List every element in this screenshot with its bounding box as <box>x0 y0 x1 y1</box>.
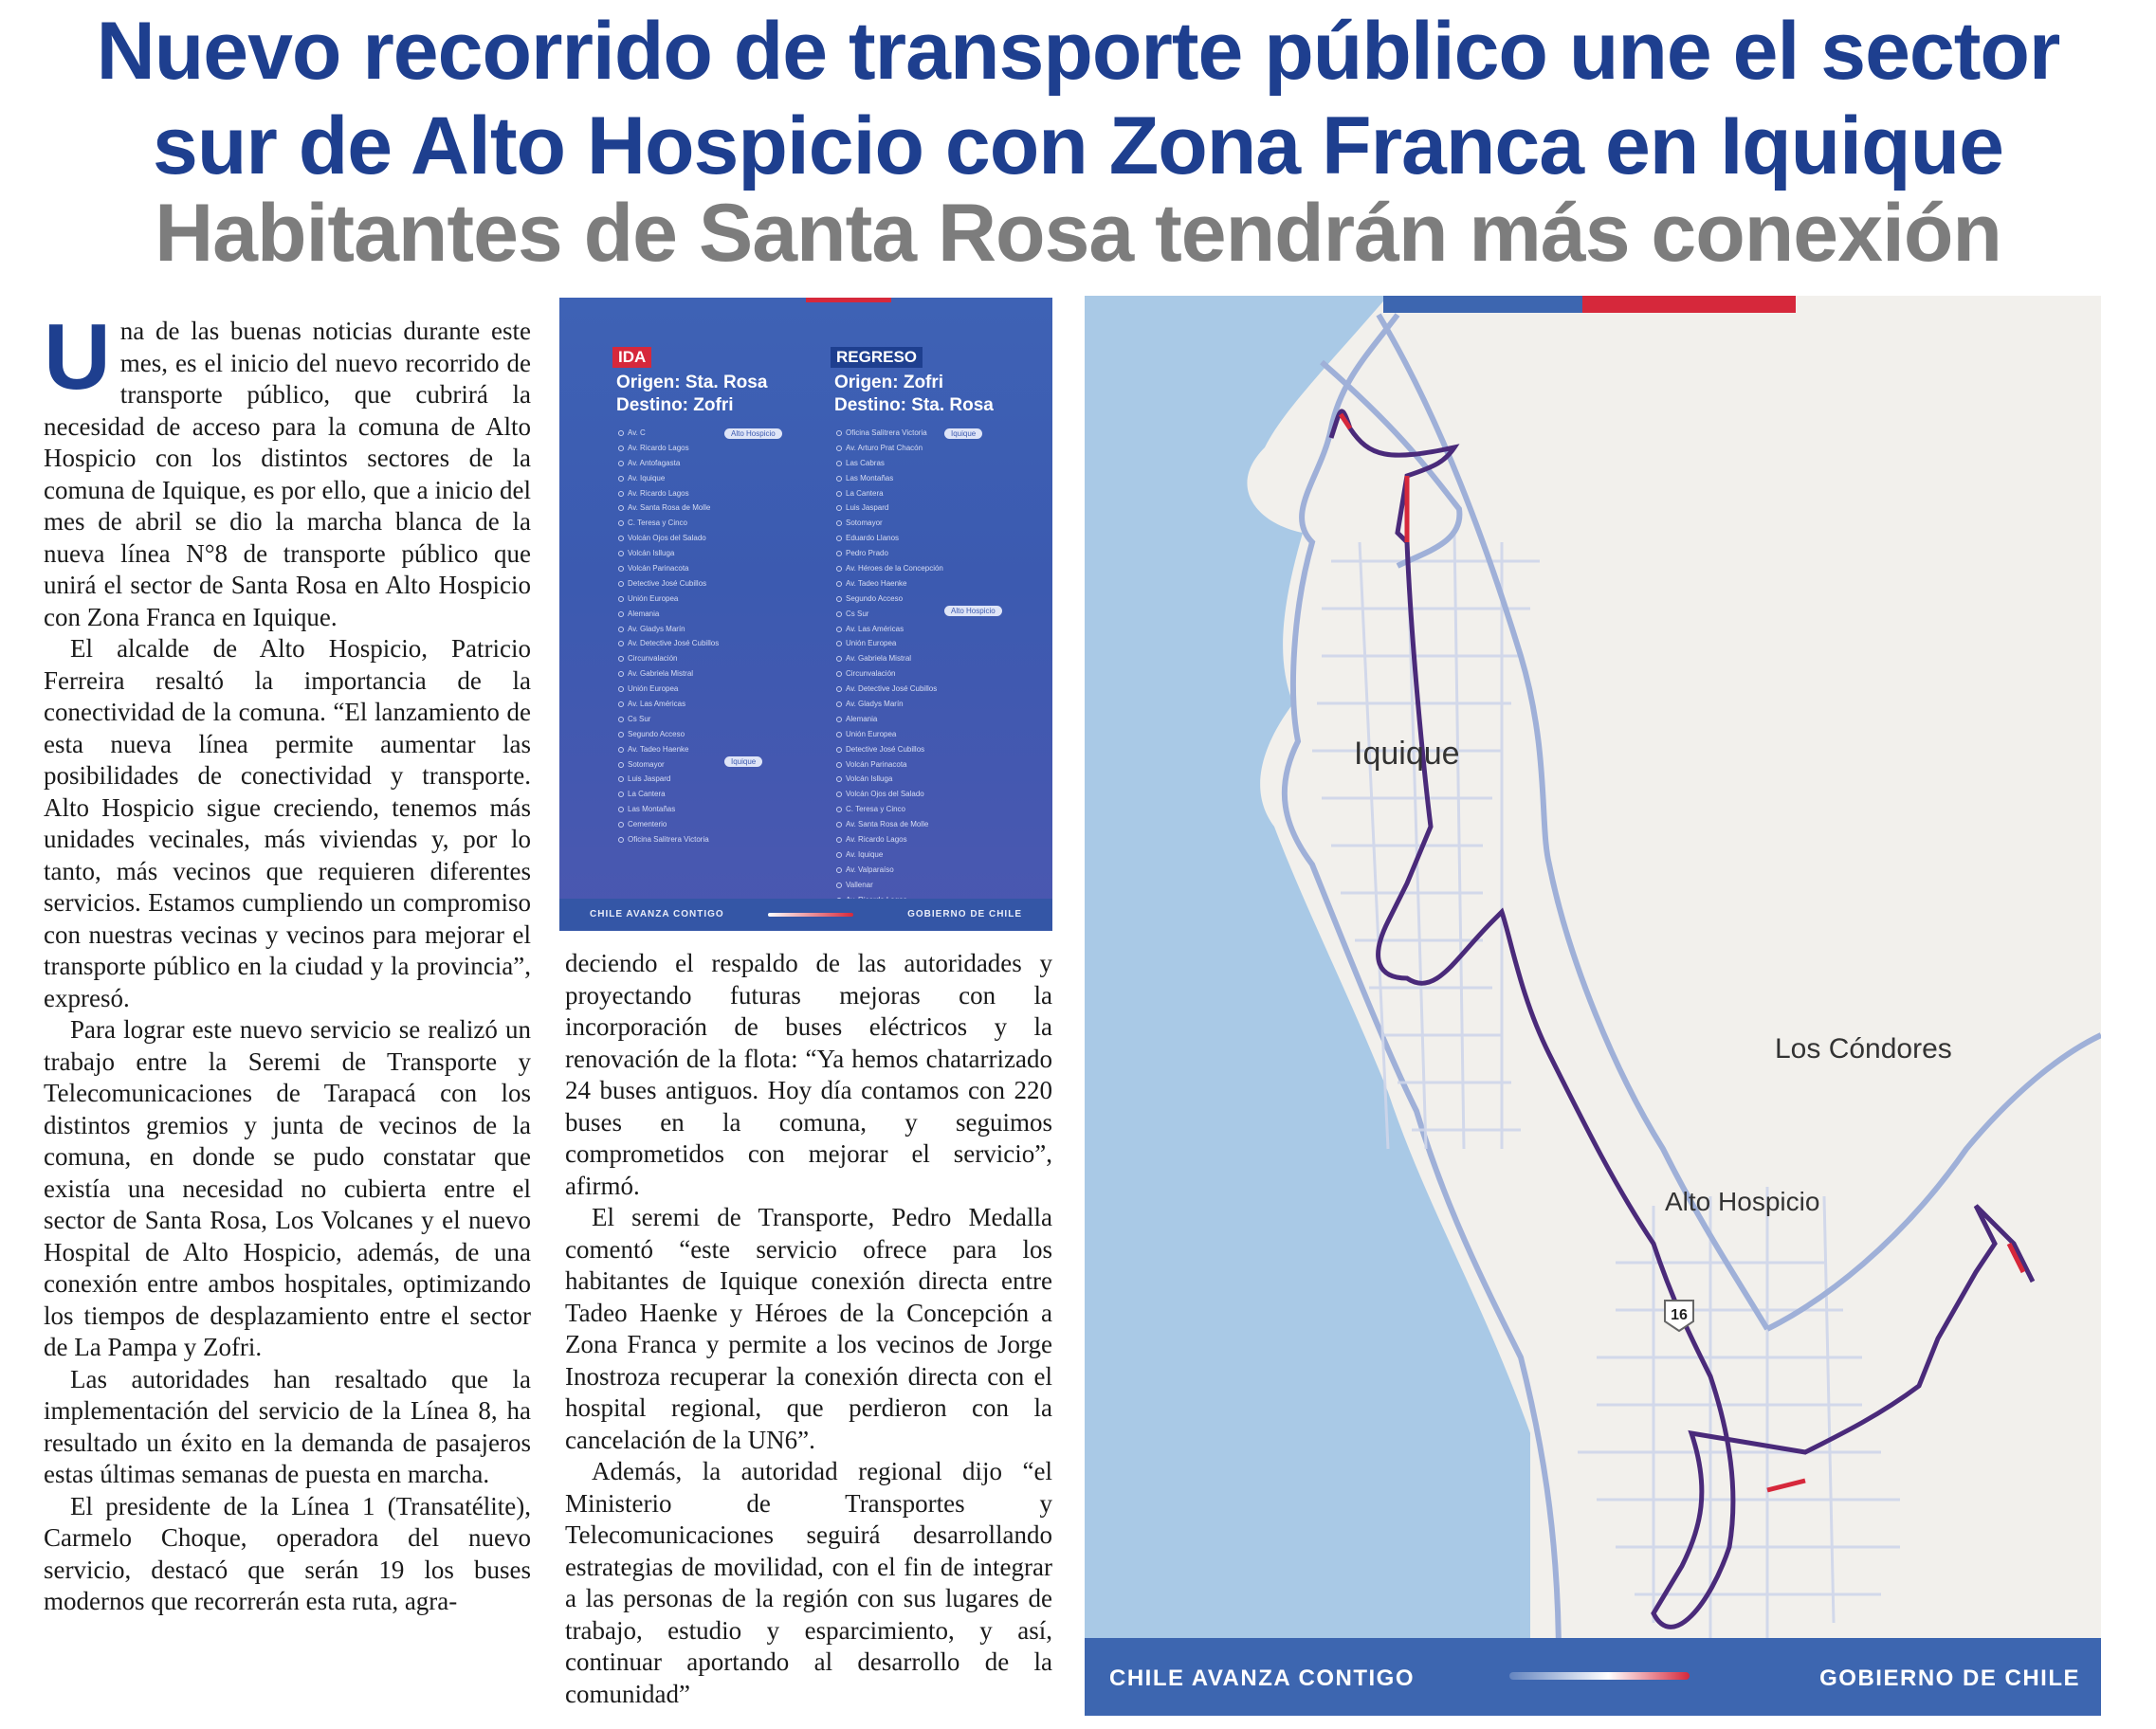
stop-item: Av. Gabriela Mistral <box>834 651 1024 666</box>
stop-item: Av. Gladys Marín <box>616 622 806 637</box>
ida-chip-iquique: Iquique <box>724 756 762 767</box>
stop-item: Volcán Islluga <box>616 546 806 561</box>
drop-cap: U <box>44 304 111 409</box>
stop-item: La Cantera <box>834 486 1024 501</box>
stop-item: Vallenar <box>834 878 1024 893</box>
stop-item: Av. Iquique <box>616 471 806 486</box>
stop-item: Las Cabras <box>834 456 1024 471</box>
route-card <box>559 298 1052 931</box>
stop-item: Cs Sur <box>834 607 1024 622</box>
map-top-bar-blue <box>1383 296 1582 313</box>
stop-item: Alemania <box>616 607 806 622</box>
stop-item: Av. Santa Rosa de Molle <box>616 500 806 516</box>
stop-item: Av. Santa Rosa de Molle <box>834 817 1024 832</box>
headline-line-1: Nuevo recorrido de transporte público une el sector <box>96 6 2060 97</box>
stop-item: Volcán Parinacota <box>616 561 806 576</box>
stop-item: Volcán Islluga <box>834 772 1024 787</box>
paragraph: Además, la autoridad regional dijo “el Ministerio de Transportes y Telecomunicaciones seguirá desarrollando estrategias de movilidad, con el fin de integrar a las personas de la región con sus lugares de trabajo, estudio y esparcimiento, y así, continuar aportando al desarrollo de la comunidad” <box>565 1457 1052 1708</box>
article-column-2 <box>565 948 1052 1710</box>
stop-item: Circunvalación <box>834 666 1024 682</box>
stop-item: Eduardo Llanos <box>834 531 1024 546</box>
regreso-stop-list <box>834 426 1024 922</box>
sea <box>1085 296 1530 1716</box>
stop-item: Av. Ricardo Lagos <box>616 441 806 456</box>
stop-item: Av. Ricardo Lagos <box>834 832 1024 847</box>
stop-item: Unión Europea <box>834 727 1024 742</box>
stop-item: Av. Tadeo Haenke <box>616 742 806 757</box>
paragraph: El presidente de la Línea 1 (Transatélite), Carmelo Choque, operadora del nuevo servicio, destacó que serán 19 los buses modernos que recorrerán esta ruta, agra- <box>44 1491 531 1615</box>
stop-item: C. Teresa y Cinco <box>834 802 1024 817</box>
regreso-origin: Origen: Zofri <box>834 373 944 392</box>
paragraph: El seremi de Transporte, Pedro Medalla comentó “este servicio ofrece para los habitantes de Iquique conexión directa entre Tadeo Haenke y Héroes de la Concepción a Zona Franca y permite a los vecinos de Jorge Inostroza recuperar la conexión directa con el hospital regional, que perdieron con la cancelación de la UN6”. <box>565 1203 1052 1454</box>
stop-item: Luis Jaspard <box>616 772 806 787</box>
paragraph: El alcalde de Alto Hospicio, Patricio Ferreira resaltó la importancia de la conectividad de la comuna. “El lanzamiento de esta nueva línea permite aumentar las posibilidades de conectividad y transporte. Alto Hospicio sigue creciendo, tenemos más unidades vecinales, más viviendas y, por lo tanto, más vecinos que requieren diferentes servicios. Estamos cumpliendo un compromiso con nuestras vecinas y vecinos para mejorar el transporte público en la ciudad y la provincia”, expresó. <box>44 634 531 1012</box>
stop-item: Detective José Cubillos <box>616 576 806 592</box>
stop-item: Av. Gabriela Mistral <box>616 666 806 682</box>
stop-item: Av. Gladys Marín <box>834 697 1024 712</box>
regreso-destination: Destino: Sta. Rosa <box>834 395 994 415</box>
article-column-1 <box>44 304 531 1618</box>
stop-item: Unión Europea <box>834 636 1024 651</box>
headline-line-2: sur de Alto Hospicio con Zona Franca en Iquique <box>153 100 2003 191</box>
stop-item: Av. Valparaíso <box>834 863 1024 878</box>
ida-stop-list <box>616 426 806 847</box>
stop-item: Av. Ricardo Lagos <box>616 486 806 501</box>
stop-item: Cementerio <box>616 817 806 832</box>
label-los-condores: Los Cóndores <box>1775 1033 1952 1065</box>
card-footer <box>559 899 1052 931</box>
stop-item: Av. Las Américas <box>834 622 1024 637</box>
stop-item: Oficina Salitrera Victoria <box>834 426 1024 441</box>
stop-item: Segundo Acceso <box>616 727 806 742</box>
ida-chip-alto-hospicio: Alto Hospicio <box>724 428 782 439</box>
stop-item: Av. Iquique <box>834 847 1024 863</box>
ida-tag: IDA <box>612 347 651 368</box>
highway-16-shield <box>1665 1301 1693 1331</box>
map-top-bar-red <box>1582 296 1796 313</box>
stop-item: Av. Detective José Cubillos <box>834 682 1024 697</box>
stop-item: Av. Antofagasta <box>616 456 806 471</box>
stop-item: Circunvalación <box>616 651 806 666</box>
stop-item: Av. Detective José Cubillos <box>616 636 806 651</box>
stop-item: Av. Las Américas <box>616 697 806 712</box>
map-svg <box>1085 296 2101 1716</box>
paragraph: na de las buenas noticias durante este mes, es el inicio del nuevo recorrido de transporte público, que cubrirá la necesidad de acceso para la comuna de Alto Hospicio con los distintos sectores de la comuna de Iquique, es por ello, que a inicio del mes de abril se dio la marcha blanca de la nueva línea N°8 de transporte público que unirá el sector de Santa Rosa en Alto Hospicio con Zona Franca en Iquique. <box>44 317 531 631</box>
stop-item: Av. C <box>616 426 806 441</box>
regreso-chip-iquique: Iquique <box>944 428 982 439</box>
regreso-chip-alto-hospicio: Alto Hospicio <box>944 606 1002 616</box>
stop-item: Volcán Ojos del Salado <box>834 787 1024 802</box>
stop-item: Av. Héroes de la Concepción <box>834 561 1024 576</box>
stop-item: Oficina Salitrera Victoria <box>616 832 806 847</box>
stop-item: La Cantera <box>616 787 806 802</box>
stop-item: Segundo Acceso <box>834 592 1024 607</box>
paragraph: Las autoridades han resaltado que la implementación del servicio de la Línea 8, ha resultado un éxito en la demanda de pasajeros estas últimas semanas de puesta en marcha. <box>44 1364 531 1488</box>
stop-item: Av. Tadeo Haenke <box>834 576 1024 592</box>
ida-origin-destination <box>616 372 767 417</box>
stop-item: Unión Europea <box>616 682 806 697</box>
stop-item: Pedro Prado <box>834 546 1024 561</box>
card-footer-swoosh <box>768 913 853 917</box>
map-footer-swoosh <box>1509 1672 1690 1680</box>
stop-item: Unión Europea <box>616 592 806 607</box>
alto-road <box>1767 1035 2101 1329</box>
ida-destination: Destino: Zofri <box>616 395 734 415</box>
stop-item: Luis Jaspard <box>834 500 1024 516</box>
regreso-origin-destination <box>834 372 994 417</box>
stop-item: Sotomayor <box>616 757 806 773</box>
map-footer-gov: GOBIERNO DE CHILE <box>1819 1665 2080 1691</box>
route-map <box>1085 296 2101 1716</box>
card-accent-bar <box>806 298 891 302</box>
stop-item: Volcán Parinacota <box>834 757 1024 773</box>
map-footer <box>1085 1638 2101 1716</box>
stop-item: Las Montañas <box>616 802 806 817</box>
stop-item: Detective José Cubillos <box>834 742 1024 757</box>
headline <box>0 4 2156 193</box>
stop-item: Av. Arturo Prat Chacón <box>834 441 1024 456</box>
card-footer-slogan: CHILE AVANZA CONTIGO <box>590 909 724 919</box>
card-footer-gov: GOBIERNO DE CHILE <box>907 909 1022 919</box>
paragraph: Para lograr este nuevo servicio se realizó un trabajo entre la Seremi de Transporte y Telecomunicaciones de Tarapacá con los distintos gremios y junta de vecinos de la comuna, en donde se pudo constatar que existía una necesidad no cubierta entre el sector de Santa Rosa, Los Volcanes y el nuevo Hospital de Alto Hospicio, además, de una conexión entre ambos hospitales, optimizando los tiempos de desplazamiento entre el sector de La Pampa y Zofri. <box>44 1015 531 1361</box>
map-footer-slogan: CHILE AVANZA CONTIGO <box>1109 1665 1415 1691</box>
paragraph: deciendo el respaldo de las autoridades y proyectando futuras mejoras con la incorporación de buses eléctricos y la renovación de la flota: “Ya hemos chatarrizado 24 buses antiguos. Hoy día contamos con 220 buses en la comuna, y seguimos comprometidos con mejorar el servicio”, afirmó. <box>565 949 1052 1200</box>
label-iquique: Iquique <box>1354 736 1460 772</box>
stop-item: Volcán Ojos del Salado <box>616 531 806 546</box>
label-alto-hospicio: Alto Hospicio <box>1665 1187 1820 1216</box>
stop-item: Alemania <box>834 712 1024 727</box>
stop-item: Cs Sur <box>616 712 806 727</box>
subtitle: Habitantes de Santa Rosa tendrán más conexión <box>155 188 2001 279</box>
ida-origin: Origen: Sta. Rosa <box>616 373 768 392</box>
stop-item: Las Montañas <box>834 471 1024 486</box>
highway-16-label: 16 <box>1671 1307 1688 1323</box>
regreso-tag: REGRESO <box>831 347 923 368</box>
stop-item: Sotomayor <box>834 516 1024 531</box>
stop-item: C. Teresa y Cinco <box>616 516 806 531</box>
